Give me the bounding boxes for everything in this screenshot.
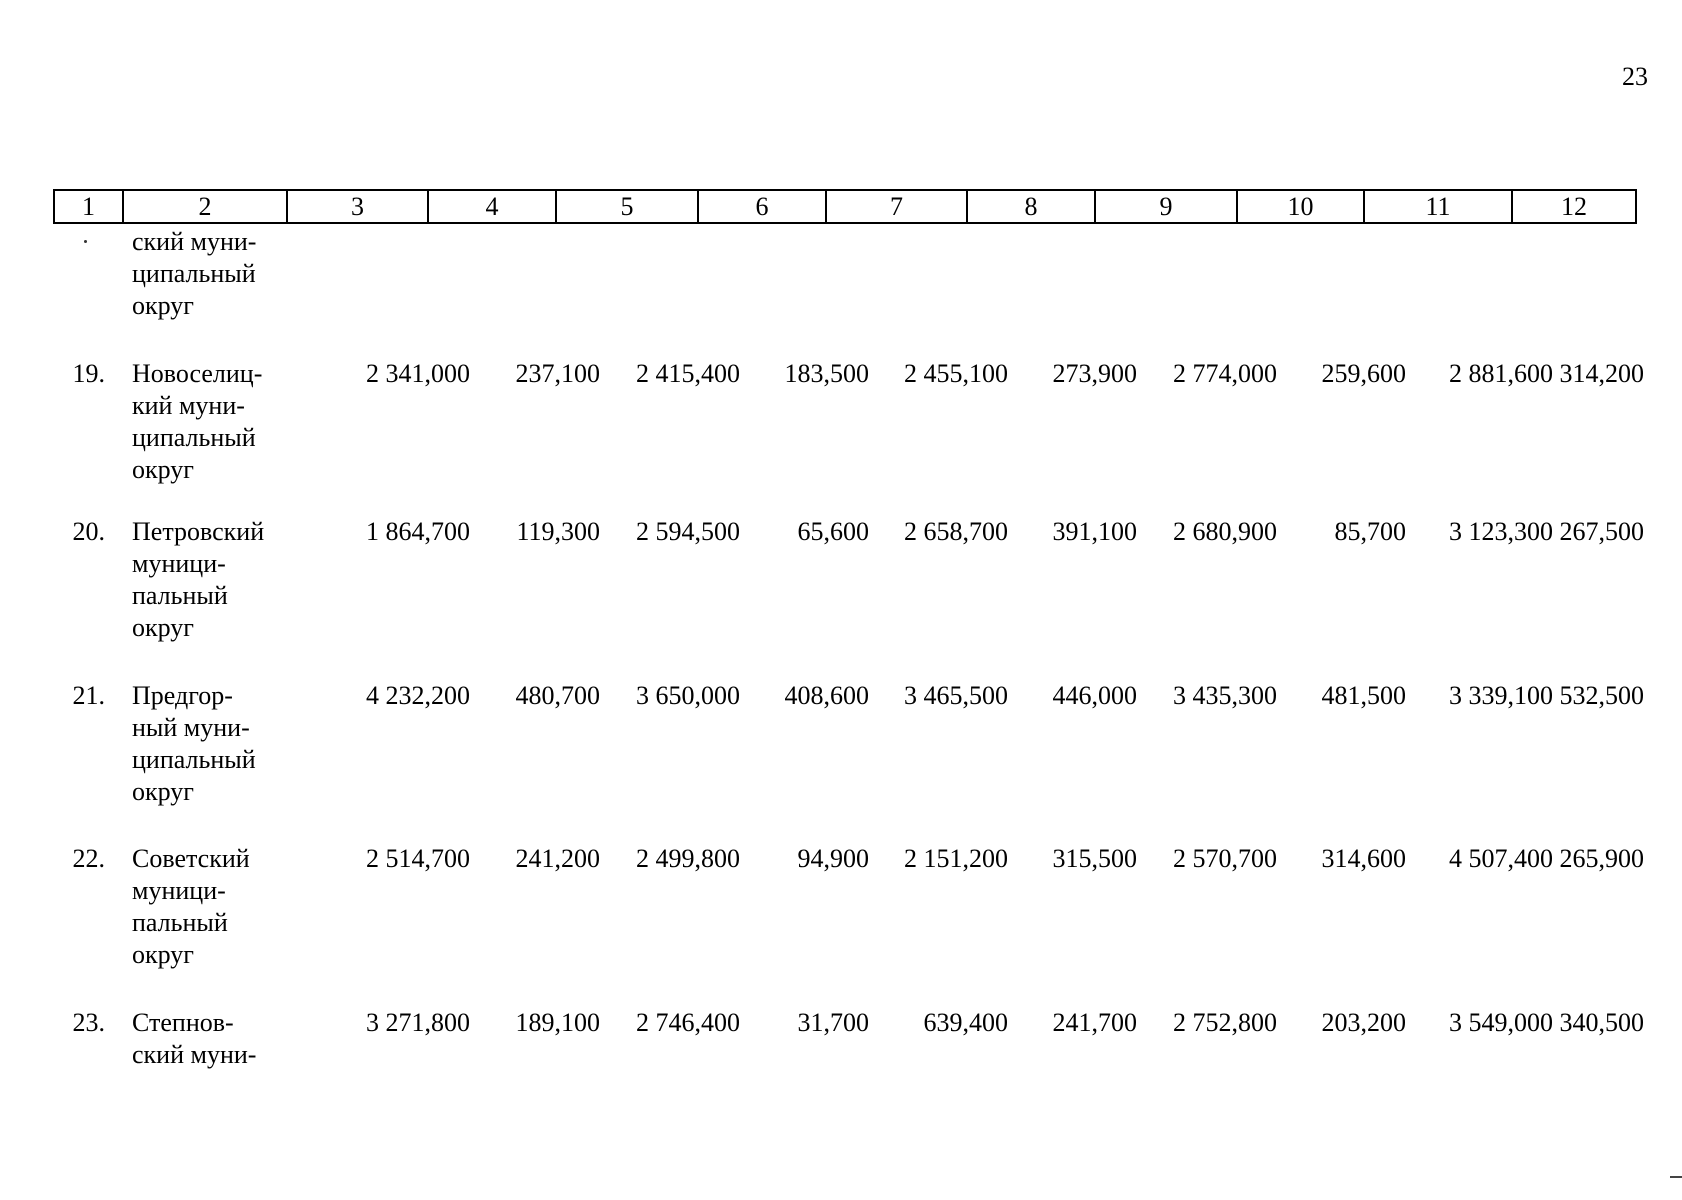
- value-col-9: 2 752,800: [1173, 1008, 1277, 1037]
- value-col-4: 119,300: [516, 517, 600, 546]
- value-col-12: 532,500: [1559, 681, 1644, 710]
- value-col-9: 3 435,300: [1173, 681, 1277, 710]
- header-col-8: 8: [967, 190, 1095, 223]
- district-name: [132, 843, 280, 971]
- district-name-line: округ: [132, 613, 194, 642]
- value-col-3: 2 341,000: [366, 359, 470, 388]
- district-name: [132, 358, 280, 486]
- value-col-5: 2 499,800: [636, 844, 740, 873]
- header-col-7: 7: [826, 190, 967, 223]
- value-col-11: 2 881,600: [1449, 359, 1553, 388]
- value-col-7: 2 658,700: [904, 517, 1008, 546]
- header-col-4: 4: [428, 190, 556, 223]
- header-col-2: 2: [123, 190, 287, 223]
- value-col-9: 2 570,700: [1173, 844, 1277, 873]
- header-col-3: 3: [287, 190, 428, 223]
- value-col-6: 94,900: [797, 844, 869, 873]
- value-col-8: 315,500: [1052, 844, 1137, 873]
- value-col-3: 2 514,700: [366, 844, 470, 873]
- value-col-12: 267,500: [1559, 517, 1644, 546]
- value-col-10: 259,600: [1321, 359, 1406, 388]
- value-col-10: 85,700: [1334, 517, 1406, 546]
- district-name: [132, 226, 280, 322]
- district-name-line: ский муни-: [132, 1040, 257, 1069]
- district-name-line: пальный: [132, 908, 228, 937]
- value-col-6: 65,600: [797, 517, 869, 546]
- district-name-line: Степнов-: [132, 1008, 234, 1037]
- value-col-11: 3 549,000: [1449, 1008, 1553, 1037]
- value-col-10: 481,500: [1321, 681, 1406, 710]
- value-col-9: 2 774,000: [1173, 359, 1277, 388]
- district-name-line: округ: [132, 777, 194, 806]
- district-name-line: ский муни-: [132, 227, 257, 256]
- value-col-11: 4 507,400: [1449, 844, 1553, 873]
- value-col-6: 183,500: [784, 359, 869, 388]
- value-col-7: 3 465,500: [904, 681, 1008, 710]
- value-col-12: 265,900: [1559, 844, 1644, 873]
- district-name: [132, 516, 280, 644]
- row-number: 23.: [72, 1008, 105, 1037]
- value-col-8: 241,700: [1052, 1008, 1137, 1037]
- district-name-line: кий муни-: [132, 391, 245, 420]
- value-col-4: 189,100: [515, 1008, 600, 1037]
- value-col-5: 2 594,500: [636, 517, 740, 546]
- district-name-line: ципальный: [132, 423, 256, 452]
- district-name: [132, 1007, 280, 1071]
- row-number: 20.: [72, 517, 105, 546]
- value-col-8: 446,000: [1052, 681, 1137, 710]
- district-name-line: округ: [132, 291, 194, 320]
- value-col-5: 3 650,000: [636, 681, 740, 710]
- value-col-8: 391,100: [1052, 517, 1137, 546]
- district-name-line: муници-: [132, 549, 226, 578]
- header-col-11: 11: [1364, 190, 1512, 223]
- value-col-8: 273,900: [1052, 359, 1137, 388]
- district-name-line: муници-: [132, 876, 226, 905]
- scan-dot: [84, 240, 87, 243]
- header-col-1: 1: [54, 190, 123, 223]
- row-number: 19.: [72, 359, 105, 388]
- value-col-12: 340,500: [1559, 1008, 1644, 1037]
- value-col-11: 3 123,300: [1449, 517, 1553, 546]
- district-name: [132, 680, 280, 808]
- value-col-4: 237,100: [515, 359, 600, 388]
- value-col-3: 4 232,200: [366, 681, 470, 710]
- value-col-10: 314,600: [1321, 844, 1406, 873]
- district-name-line: пальный: [132, 581, 228, 610]
- value-col-3: 1 864,700: [366, 517, 470, 546]
- district-name-line: Новоселиц-: [132, 359, 263, 388]
- value-col-4: 241,200: [515, 844, 600, 873]
- header-col-5: 5: [556, 190, 698, 223]
- value-col-7: 639,400: [923, 1008, 1008, 1037]
- header-col-10: 10: [1237, 190, 1364, 223]
- page-number: 23: [1622, 62, 1648, 91]
- value-col-7: 2 151,200: [904, 844, 1008, 873]
- district-name-line: ный муни-: [132, 713, 250, 742]
- district-name-line: округ: [132, 455, 194, 484]
- value-col-6: 408,600: [784, 681, 869, 710]
- value-col-5: 2 746,400: [636, 1008, 740, 1037]
- value-col-10: 203,200: [1321, 1008, 1406, 1037]
- value-col-5: 2 415,400: [636, 359, 740, 388]
- district-name-line: Предгор-: [132, 681, 233, 710]
- column-number-header: [53, 189, 1637, 224]
- district-name-line: ципальный: [132, 259, 256, 288]
- district-name-line: ципальный: [132, 745, 256, 774]
- value-col-3: 3 271,800: [366, 1008, 470, 1037]
- district-name-line: Советский: [132, 844, 250, 873]
- row-number: 21.: [72, 681, 105, 710]
- district-name-line: Петровский: [132, 517, 265, 546]
- value-col-12: 314,200: [1559, 359, 1644, 388]
- row-number: 22.: [72, 844, 105, 873]
- header-col-9: 9: [1095, 190, 1237, 223]
- value-col-11: 3 339,100: [1449, 681, 1553, 710]
- value-col-7: 2 455,100: [904, 359, 1008, 388]
- header-col-6: 6: [698, 190, 826, 223]
- district-name-line: округ: [132, 940, 194, 969]
- scan-edge-mark: [1670, 1176, 1682, 1178]
- value-col-4: 480,700: [515, 681, 600, 710]
- value-col-9: 2 680,900: [1173, 517, 1277, 546]
- header-col-12: 12: [1512, 190, 1636, 223]
- value-col-6: 31,700: [797, 1008, 869, 1037]
